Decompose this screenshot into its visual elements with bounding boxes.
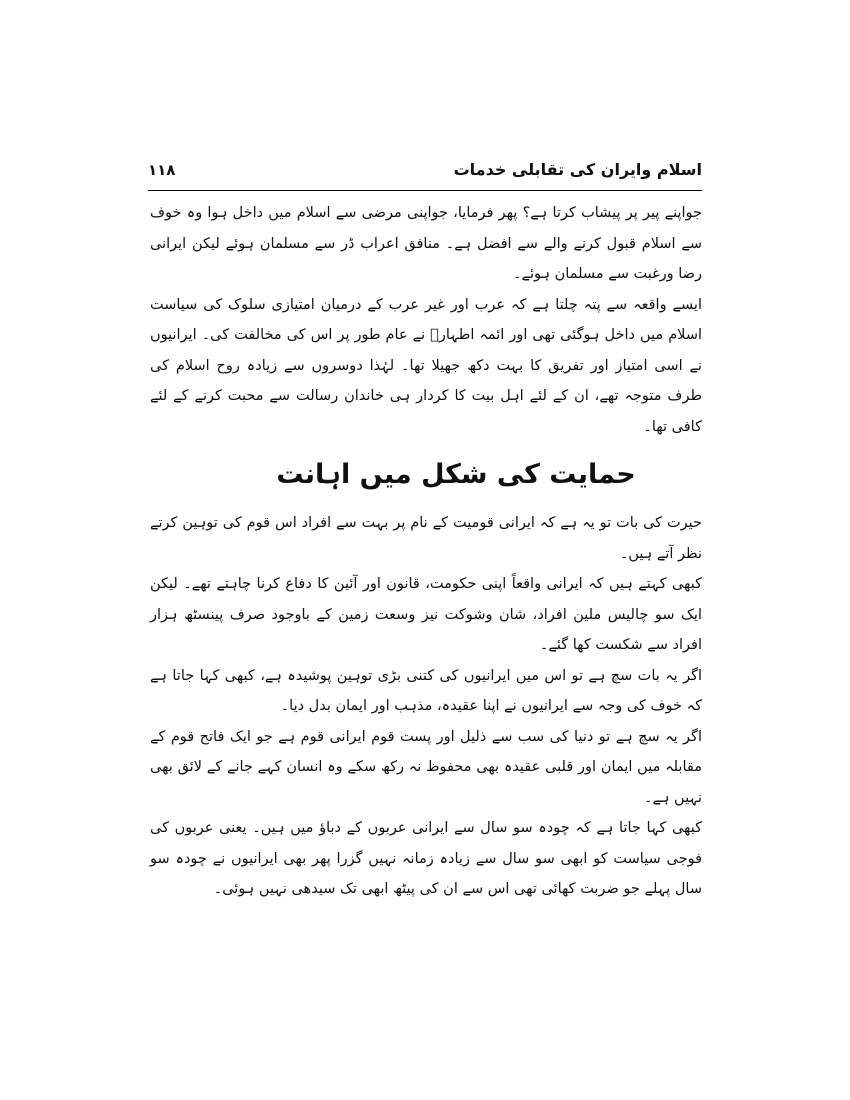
- body-text: [150, 198, 702, 905]
- page-number: ۱۱۸: [148, 161, 176, 179]
- header-divider: [148, 190, 702, 191]
- paragraph: کبھی کہا جاتا ہے کہ چودہ سو سال سے ایرانی عربوں کے دباؤ میں ہیں۔ یعنی عربوں کی فوجی سیاست کو ابھی سو سال سے زیادہ زمانہ نہیں گزرا پھر بھی ایرانیوں نے چودہ سو سال پہلے جو ضربت کھائی تھی اس سے ان کی پیٹھ ابھی تک سیدھی نہیں ہوئی۔: [150, 820, 702, 897]
- paragraph: اگر یہ سچ ہے تو دنیا کی سب سے ذلیل اور پست قوم ایرانی قوم ہے جو ایک فاتح قوم کے مقابلہ میں ایمان اور قلبی عقیدہ بھی محفوظ نہ رکھ سکے وہ انسان کہے جانے کے لائق بھی نہیں ہے۔: [150, 728, 702, 806]
- paragraph: اگر یہ بات سچ ہے تو اس میں ایرانیوں کی کتنی بڑی توہین پوشیدہ ہے، کبھی کہا جاتا ہے کہ خوف کی وجہ سے ایرانیوں نے اپنا عقیدہ، مذہب اور ایمان بدل دیا۔: [150, 667, 702, 714]
- paragraph: حیرت کی بات تو یہ ہے کہ ایرانی قومیت کے نام پر بہت سے افراد اس قوم کی توہین کرتے نظر آتے ہیں۔: [150, 515, 702, 562]
- paragraph: جواپنے پیر پر پیشاب کرتا ہے؟ پھر فرمایا، جواپنی مرضی سے اسلام میں داخل ہوا وہ خوف سے اسلام قبول کرنے والے سے افضل ہے۔ منافق اعراب ڈر سے مسلمان ہوئے لیکن ایرانی رضا ورغبت سے مسلمان ہوئے۔: [150, 205, 702, 282]
- header-book-title: اسلام وایران کی تقابلی خدمات: [453, 160, 702, 179]
- running-header: [148, 160, 702, 186]
- paragraph: ایسے واقعہ سے پتہ چلتا ہے کہ عرب اور غیر عرب کے درمیان امتیازی سلوک کی سیاست اسلام میں داخل ہوگئی تھی اور ائمہ اطہارؑ نے عام طور پر اس کی مخالفت کی۔ ایرانیوں نے اسی امتیاز اور تفریق کا بہت دکھ جھیلا تھا۔ لہٰذا دوسروں سے زیادہ روح اسلام کی طرف متوجہ تھے، ان کے لئے اہل بیت کا کردار ہی خاندان رسالت سے محبت کرنے کے لئے کافی تھا۔: [150, 296, 702, 435]
- section-heading: حمایت کی شکل میں اہانت: [276, 459, 636, 490]
- paragraph: کبھی کہتے ہیں کہ ایرانی واقعاً اپنی حکومت، قانون اور آئین کا دفاع کرنا چاہتے تھے۔ لیکن ایک سو چالیس ملین افراد، شان وشوکت نیز وسعت زمین کے باوجود صرف پینسٹھ ہزار افراد سے شکست کھا گئے۔: [150, 576, 702, 653]
